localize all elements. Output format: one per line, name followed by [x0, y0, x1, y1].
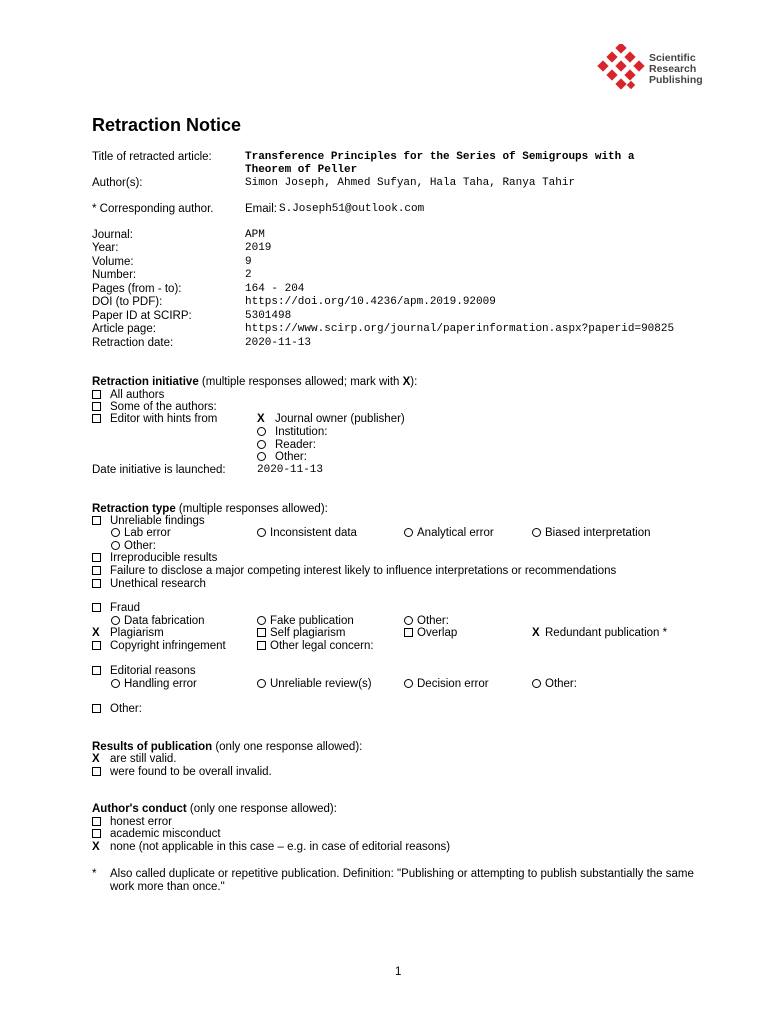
option-invalid[interactable] — [92, 766, 272, 778]
option-label: Lab error — [124, 527, 171, 539]
option-label: honest error — [110, 816, 173, 828]
option-label: Irreproducible results — [110, 552, 218, 564]
option-irreproducible[interactable] — [92, 552, 218, 564]
option-journal-owner[interactable] — [257, 413, 405, 425]
option-label: Unreliable review(s) — [270, 678, 372, 690]
option-label: were found to be overall invalid. — [110, 766, 272, 778]
option-other-initiator[interactable] — [257, 451, 307, 463]
option-label: Copyright infringement — [110, 640, 226, 652]
journal-label: Journal: — [92, 229, 133, 241]
option-label: Other: — [545, 678, 577, 690]
paperid-value: 5301498 — [245, 310, 292, 322]
option-other-editorial[interactable] — [532, 678, 577, 690]
checkbox-icon[interactable] — [92, 553, 101, 562]
option-label: All authors — [110, 389, 165, 401]
option-biased-interpretation[interactable] — [532, 527, 651, 539]
option-other-type[interactable] — [92, 703, 142, 715]
checkbox-icon[interactable] — [257, 628, 266, 637]
option-redundant[interactable] — [532, 627, 668, 639]
paperid-label: Paper ID at SCIRP: — [92, 310, 192, 322]
option-analytical-error[interactable] — [404, 527, 494, 539]
radio-icon[interactable] — [532, 528, 541, 537]
option-label: Journal owner (publisher) — [275, 413, 405, 425]
option-fake-publication[interactable] — [257, 615, 354, 627]
scirp-logo-icon — [596, 44, 646, 96]
mark-x: X — [92, 627, 100, 639]
email-value: S.Joseph51@outlook.com — [279, 203, 425, 215]
radio-icon[interactable] — [111, 679, 120, 688]
option-editorial[interactable] — [92, 665, 196, 677]
option-other-findings[interactable] — [111, 540, 156, 552]
option-overlap[interactable] — [404, 627, 458, 639]
page-title: Retraction Notice — [92, 115, 242, 135]
article-title-line-1: Transference Principles for the Series of Semigroups with a — [245, 151, 635, 163]
number-value: 2 — [245, 269, 252, 281]
radio-icon[interactable] — [257, 427, 266, 436]
initiative-heading-x: X — [402, 376, 411, 388]
articlepage-link[interactable]: https://www.scirp.org/journal/paperinformation.aspx?paperid=90825 — [245, 323, 675, 335]
footnote-mark: * — [92, 868, 97, 880]
radio-icon[interactable] — [257, 679, 266, 688]
option-data-fabrication[interactable] — [111, 615, 205, 627]
radio-icon[interactable] — [257, 528, 266, 537]
option-label: Other legal concern: — [270, 640, 374, 652]
mark-x: X — [532, 627, 540, 639]
option-label: none (not applicable in this case – e.g. in case of editorial reasons) — [110, 841, 451, 853]
option-fraud[interactable] — [92, 602, 141, 614]
authors-value: Simon Joseph, Ahmed Sufyan, Hala Taha, Ranya Tahir — [245, 177, 576, 189]
checkbox-icon[interactable] — [92, 666, 101, 675]
option-plagiarism[interactable] — [92, 627, 164, 639]
option-label: Other: — [124, 540, 156, 552]
option-label: Fraud — [110, 602, 141, 614]
option-label: Other: — [275, 451, 307, 463]
volume-value: 9 — [245, 256, 252, 268]
option-unreliable-review[interactable] — [257, 678, 372, 690]
option-inconsistent-data[interactable] — [257, 527, 357, 539]
pages-label: Pages (from - to): — [92, 283, 182, 295]
initiative-heading-note: (multiple responses allowed; mark with — [198, 376, 403, 388]
checkbox-icon[interactable] — [92, 767, 101, 776]
option-label: Editorial reasons — [110, 665, 196, 677]
checkbox-icon[interactable] — [92, 817, 101, 826]
option-unreliable-findings[interactable] — [92, 515, 205, 527]
option-self-plagiarism[interactable] — [257, 627, 346, 639]
option-reader[interactable] — [257, 439, 316, 451]
checkbox-icon[interactable] — [92, 516, 101, 525]
checkbox-icon[interactable] — [92, 402, 101, 411]
option-label: Self plagiarism — [270, 627, 346, 639]
option-none[interactable] — [92, 841, 451, 853]
option-failure-disclose[interactable] — [92, 565, 617, 577]
initiative-date-value: 2020-11-13 — [257, 464, 324, 476]
doi-link[interactable]: https://doi.org/10.4236/apm.2019.92009 — [245, 296, 496, 308]
checkbox-icon[interactable] — [92, 414, 101, 423]
number-label: Number: — [92, 269, 137, 281]
radio-icon[interactable] — [257, 452, 266, 461]
radio-icon[interactable] — [404, 528, 413, 537]
retraction-date-value: 2020-11-13 — [245, 337, 312, 349]
conduct-heading-note: (only one response allowed): — [186, 803, 337, 815]
option-label: Other: — [110, 703, 142, 715]
option-unethical[interactable] — [92, 578, 206, 590]
option-label: are still valid. — [110, 753, 177, 765]
initiative-heading — [92, 376, 417, 388]
option-still-valid[interactable] — [92, 753, 177, 765]
corresponding-label: * Corresponding author. — [92, 203, 214, 215]
radio-icon[interactable] — [404, 616, 413, 625]
checkbox-icon[interactable] — [92, 390, 101, 399]
option-other-fraud[interactable] — [404, 615, 449, 627]
radio-icon[interactable] — [257, 616, 266, 625]
checkbox-icon[interactable] — [92, 704, 101, 713]
authors-label: Author(s): — [92, 177, 143, 189]
option-handling-error[interactable] — [111, 678, 197, 690]
option-label: Plagiarism — [110, 627, 164, 639]
option-some-authors[interactable] — [92, 401, 217, 413]
checkbox-icon[interactable] — [92, 829, 101, 838]
checkbox-icon[interactable] — [92, 603, 101, 612]
checkbox-icon[interactable] — [92, 579, 101, 588]
article-title-line-2: Theorem of Peller — [245, 164, 358, 176]
checkbox-icon[interactable] — [92, 641, 101, 650]
results-heading-note: (only one response allowed): — [212, 741, 363, 753]
option-label: academic misconduct — [110, 828, 221, 840]
radio-icon[interactable] — [111, 616, 120, 625]
pages-value: 164 - 204 — [245, 283, 305, 295]
mark-x: X — [92, 753, 100, 765]
year-value: 2019 — [245, 242, 272, 254]
option-label: Editor with hints from — [110, 413, 218, 425]
initiative-heading-note-end: ): — [410, 376, 418, 388]
option-label: Other: — [417, 615, 449, 627]
option-decision-error[interactable] — [404, 678, 489, 690]
option-lab-error[interactable] — [111, 527, 171, 539]
option-label: Failure to disclose a major competing interest likely to influence interpretations or recommendations — [110, 565, 617, 577]
publisher-logo — [596, 44, 646, 99]
type-heading — [92, 503, 328, 515]
footnote-line-2: work more than once." — [110, 881, 225, 893]
conduct-heading-title: Author's conduct — [92, 803, 187, 815]
option-label: Institution: — [275, 426, 328, 438]
option-label: Handling error — [124, 678, 197, 690]
option-label: Reader: — [275, 439, 316, 451]
option-label: Biased interpretation — [545, 527, 651, 539]
type-heading-title: Retraction type — [92, 503, 176, 515]
articlepage-label: Article page: — [92, 323, 156, 335]
checkbox-icon[interactable] — [92, 566, 101, 575]
volume-label: Volume: — [92, 256, 134, 268]
option-label: Fake publication — [270, 615, 354, 627]
results-heading-title: Results of publication — [92, 741, 213, 753]
initiative-heading-title: Retraction initiative — [92, 376, 199, 388]
option-label: Unreliable findings — [110, 515, 205, 527]
checkbox-icon[interactable] — [257, 641, 266, 650]
radio-icon[interactable] — [257, 440, 266, 449]
radio-icon[interactable] — [111, 541, 120, 550]
logo-line-1: Scientific — [649, 52, 696, 64]
mark-x: X — [92, 841, 100, 853]
option-label: Analytical error — [417, 527, 494, 539]
year-label: Year: — [92, 242, 119, 254]
option-all-authors[interactable] — [92, 389, 165, 401]
radio-icon[interactable] — [111, 528, 120, 537]
radio-icon[interactable] — [404, 679, 413, 688]
conduct-heading — [92, 803, 337, 815]
option-copyright[interactable] — [92, 640, 226, 652]
logo-line-2: Research — [649, 63, 697, 75]
journal-value: APM — [245, 229, 265, 241]
retraction-date-label: Retraction date: — [92, 337, 174, 349]
option-label: Data fabrication — [124, 615, 205, 627]
footnote-line-1: Also called duplicate or repetitive publication. Definition: "Publishing or attempting to publish substantially the same — [110, 868, 694, 880]
email-label: Email: — [245, 203, 277, 215]
option-label: Unethical research — [110, 578, 206, 590]
option-institution[interactable] — [257, 426, 328, 438]
option-editor-hints[interactable] — [92, 413, 218, 425]
mark-x: X — [257, 413, 265, 425]
checkbox-icon[interactable] — [404, 628, 413, 637]
option-label: Overlap — [417, 627, 458, 639]
option-honest-error[interactable] — [92, 816, 173, 828]
initiative-date-label: Date initiative is launched: — [92, 464, 226, 476]
radio-icon[interactable] — [532, 679, 541, 688]
option-label: Decision error — [417, 678, 489, 690]
option-label: Inconsistent data — [270, 527, 357, 539]
page-number: 1 — [395, 966, 402, 978]
logo-text — [649, 53, 703, 86]
doi-label: DOI (to PDF): — [92, 296, 163, 308]
type-heading-note: (multiple responses allowed): — [175, 503, 328, 515]
results-heading — [92, 741, 362, 753]
option-misconduct[interactable] — [92, 828, 221, 840]
option-label: Redundant publication * — [545, 627, 668, 639]
option-other-legal[interactable] — [257, 640, 374, 652]
option-label: Some of the authors: — [110, 401, 217, 413]
article-label: Title of retracted article: — [92, 151, 212, 163]
logo-line-3: Publishing — [649, 74, 703, 86]
